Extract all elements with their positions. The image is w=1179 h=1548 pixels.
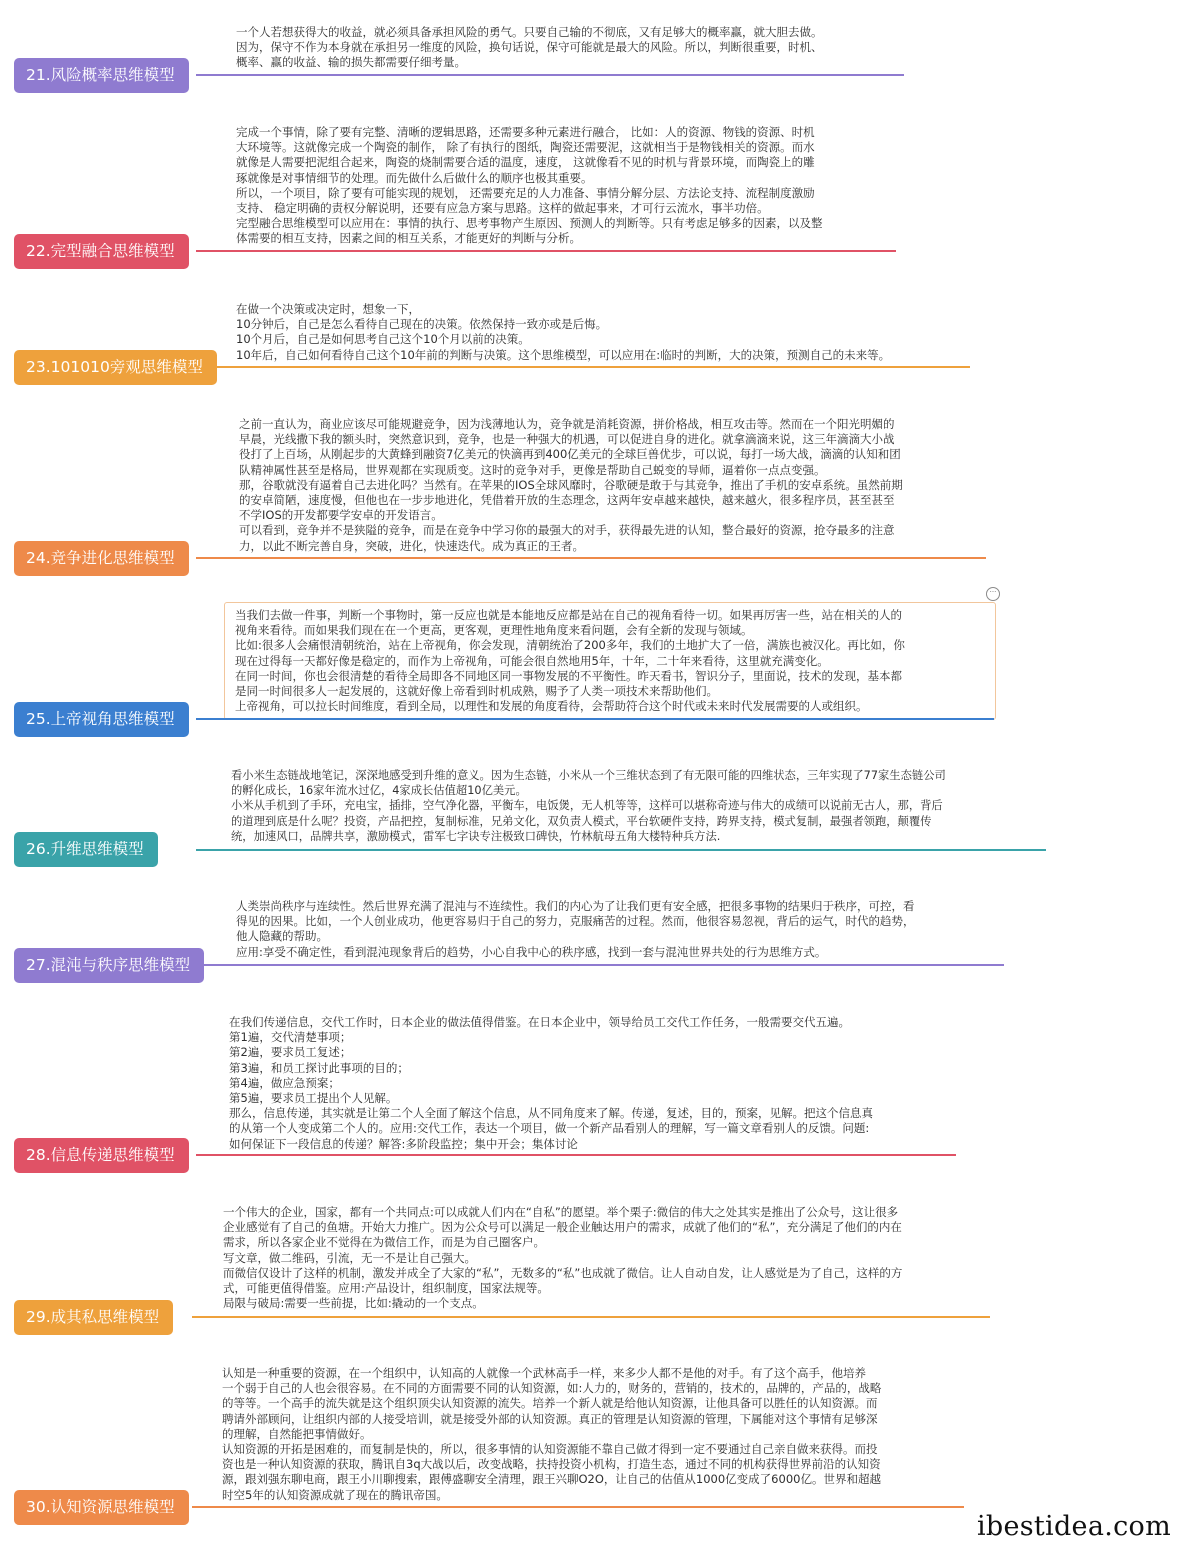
topic-27-node[interactable]: 27.混沌与秩序思维模型 <box>14 948 204 983</box>
topic-22-node[interactable]: 22.完型融合思维模型 <box>14 234 189 269</box>
topic-28-node[interactable]: 28.信息传递思维模型 <box>14 1138 189 1173</box>
topic-26-text: 看小米生态链战地笔记，深深地感受到升维的意义。因为生态链，小米从一个三维状态到了有无限可能的四维状态，三年实现了77家生态链公司 的孵化成长，16家年流水过亿，4家成长估值超10亿美元。 小米从手机到了手环，充电宝，插排，空气净化器，平衡车，电饭煲，无人机等等，这样可以堪称奇迹与伟大的成绩可以说前无古人，那，背后 的道理到底是什么呢？投资，产品把控，复制标准，兄弟文化，双负责人模式，平台软硬件支持，跨界支持，模式复制，最强者领跑，颠覆传 统，加速风口，品牌共享，激励模式，雷军七字诀专注极致口碑快，竹林航母五角大楼特种兵方法. <box>231 769 946 843</box>
topic-29-branch <box>192 1316 990 1318</box>
topic-21-branch <box>196 74 904 76</box>
topic-26-node[interactable]: 26.升维思维模型 <box>14 832 158 867</box>
topic-29-text: 一个伟大的企业，国家，都有一个共同点:可以成就人们内在“自私”的愿望。举个栗子:微信的伟大之处其实是推出了公众号，这让很多 企业感觉有了自己的鱼塘。开始大力推广。因为公众号可以满足一般企业触达用户的需求，成就了他们的“私”，充分满足了他们的内在 需求，所以各家企业不觉得在为微信工作，而是为自己圈客户。 写文章，做二维码，引流，无一不是让自己强大。 而微信仅设计了这样的机制，激发并成全了大家的“私”，无数多的“私”也成就了微信。让人自动自发，让人感觉是为了自己，这样的方 式，可能更值得借鉴。应用:产品设计，组织制度，国家法规等。 局限与破局:需要一些前提，比如:撬动的一个支点。 <box>223 1205 903 1311</box>
topic-24-node[interactable]: 24.竞争进化思维模型 <box>14 541 189 576</box>
topic-23-branch <box>196 366 970 368</box>
topic-29-node[interactable]: 29.成其私思维模型 <box>14 1300 173 1335</box>
topic-25-node[interactable]: 25.上帝视角思维模型 <box>14 702 189 737</box>
topic-25-text: 当我们去做一件事，判断一个事物时，第一反应也就是本能地反应都是站在自己的视角看待一切。如果再厉害一些，站在相关的人的 视角来看待。而如果我们现在在一个更高，更客观，更理性地角度来看问题，会有全新的发现与领域。 比如:很多人会痛恨清朝统治，站在上帝视角，你会发现，清朝统治了200多年，我们的土地扩大了一倍，满族也被汉化。再比如，你 现在过得每一天都好像是稳定的，而作为上帝视角，可能会很自然地用5年，十年，二十年来看待，这里就充满变化。 在同一时间，你也会很清楚的看待全局即各不同地区同一事物发展的不平衡性。昨天看书，智识分子，里面说，技术的发现，基本都 是同一时间很多人一起发展的，这就好像上帝看到时机成熟，赐予了人类一项技术来帮助他们。 上帝视角，可以拉长时间维度，看到全局，以理性和发展的角度看待，会帮助符合这个时代或未来时代发展需要的人或组织。 <box>235 608 905 714</box>
comment-bubble-icon[interactable]: ··· <box>986 587 1000 601</box>
topic-22-branch <box>196 250 896 252</box>
topic-28-text: 在我们传递信息，交代工作时，日本企业的做法值得借鉴。在日本企业中，领导给员工交代工作任务，一般需要交代五遍。 第1遍，交代清楚事项； 第2遍，要求员工复述； 第3遍，和员工探讨此事项的目的； 第4遍，做应急预案； 第5遍，要求员工提出个人见解。 那么，信息传递，其实就是让第二个人全面了解这个信息，从不同角度来了解。传递，复述，目的，预案，见解。把这个信息真 的从第一个人变成第二个人的。应用:交代工作，表达一个项目，做一个新产品看别人的理解，写一篇文章看别人的反馈。问题: 如何保证下一段信息的传递？解答:多阶段监控；集中开会；集体讨论 <box>229 1015 873 1151</box>
topic-30-text: 认知是一种重要的资源，在一个组织中，认知高的人就像一个武林高手一样，来多少人都不是他的对手。有了这个高手，他培养 一个弱于自己的人也会很容易。在不同的方面需要不同的认知资源，如:人力的，财务的，营销的，技术的，品牌的，产品的，战略 的等等。一个高手的流失就是这个组织顶尖认知资源的流失。培养一个新人就是给他认知资源，让他具备可以胜任的认知资源。而 聘请外部顾问，让组织内部的人接受培训，就是接受外部的认知资源。真正的管理是认知资源的管理，下属能对这个事情有足够深 的理解，自然能把事情做好。 认知资源的开拓是困难的，而复制是快的，所以，很多事情的认知资源能不靠自己做才得到一定不要通过自己亲自做来获得。而投 资也是一种认知资源的获取，腾讯自3q大战以后，改变战略，扶持投资小机构，打造生态，通过不同的机构获得世界前沿的认知资 源，跟刘强东聊电商，跟王小川聊搜索，跟傅盛聊安全清理，跟王兴聊O2O，让自己的估值从1000亿变成了6000亿。世界和超越 时空5年的认知资源成就了现在的腾讯帝国。 <box>222 1366 882 1502</box>
topic-27-text: 人类崇尚秩序与连续性。然后世界充满了混沌与不连续性。我们的内心为了让我们更有安全感，把很多事物的结果归于秩序，可控，看 得见的因果。比如，一个人创业成功，他更容易归于自己的努力，克服痛苦的过程。然而，他很容易忽视，背后的运气，时代的趋势， 他人隐藏的帮助。 应用:享受不确定性，看到混沌现象背后的趋势，小心自我中心的秩序感，找到一套与混沌世界共处的行为思维方式。 <box>236 899 915 959</box>
topic-27-branch <box>196 964 1004 966</box>
watermark: ibestidea.com <box>976 1511 1171 1542</box>
topic-30-node[interactable]: 30.认知资源思维模型 <box>14 1490 189 1525</box>
topic-24-branch <box>196 557 986 559</box>
topic-24-text: 之前一直认为，商业应该尽可能规避竞争，因为浅薄地认为，竞争就是消耗资源，拼价格战，相互攻击等。然而在一个阳光明媚的 早晨，光线撒下我的额头时，突然意识到，竞争，也是一种强大的机遇，可以促进自身的进化。就拿滴滴来说，这三年滴滴大小战 役打了上百场，从刚起步的大黄蜂到融资7亿美元的快滴再到400亿美元的全球巨兽优步，可以说，每打一场大战，滴滴的认知和团 队精神属性甚至是格局，世界观都在实现质变。这时的竞争对手，更像是帮助自己蜕变的导师，逼着你一点点变强。 那，谷歌就没有逼着自己去进化吗？当然有。在苹果的IOS全球风靡时，谷歌硬是敢于与其竞争，推出了手机的安卓系统。虽然前期 的安卓简陋，速度慢，但他也在一步步地进化，凭借着开放的生态理念，这两年安卓越来越快，越来越火，很多程序员，甚至甚至 不学IOS的开发都要学安卓的开发语言。 可以看到，竞争并不是狭隘的竞争，而是在竞争中学习你的最强大的对手，获得最先进的认知，整合最好的资源，抢夺最多的注意 力，以此不断完善自身，突破，进化，快速迭代。成为真正的王者。 <box>239 417 903 553</box>
topic-22-text: 完成一个事情，除了要有完整、清晰的逻辑思路，还需要多种元素进行融合， 比如：人的资源、物钱的资源、时机 大环境等。这就像完成一个陶瓷的制作， 除了有执行的图纸，陶瓷还需要泥，这就相当于是物钱相关的资源。而水 就像是人需要把泥组合起来，陶瓷的烧制需要合适的温度，速度， 这就像看不见的时机与背景环境，而陶瓷上的雕 琢就像是对事情细节的处理。而先做什么后做什么的顺序也极其重要。 所以，一个项目，除了要有可能实现的规划， 还需要充足的人力准备、事情分解分层、方法论支持、流程制度激励 支持、 稳定明确的责权分解说明，还要有应急方案与思路。这样的做起事来，才可行云流水，事半功倍。 完型融合思维模型可以应用在：事情的执行、思考事物产生原因、预测人的判断等。只有考虑足够多的因素，以及整 体需要的相互支持，因素之间的相互关系，才能更好的判断与分析。 <box>236 125 823 246</box>
topic-21-node[interactable]: 21.风险概率思维模型 <box>14 58 189 93</box>
topic-21-text: 一个人若想获得大的收益，就必须具备承担风险的勇气。只要自己输的不彻底，又有足够大的概率赢，就大胆去做。 因为，保守不作为本身就在承担另一维度的风险，换句话说，保守可能就是最大的风险。所以，判断很重要，时机、 概率、赢的收益、输的损失都需要仔细考量。 <box>236 25 823 70</box>
topic-26-branch <box>196 849 1046 851</box>
topic-25-branch <box>196 718 994 720</box>
topic-30-branch <box>192 1506 964 1508</box>
topic-28-branch <box>196 1154 956 1156</box>
topic-23-node[interactable]: 23.101010旁观思维模型 <box>14 350 217 385</box>
topic-23-text: 在做一个决策或决定时，想象一下， 10分钟后，自己是怎么看待自己现在的决策。依然保持一致亦或是后悔。 10个月后，自己是如何思考自己这个10个月以前的决策。 10年后，自己如何看待自己这个10年前的判断与决策。这个思维模型，可以应用在:临时的判断，大的决策，预测自己的未来等。 <box>236 302 891 362</box>
